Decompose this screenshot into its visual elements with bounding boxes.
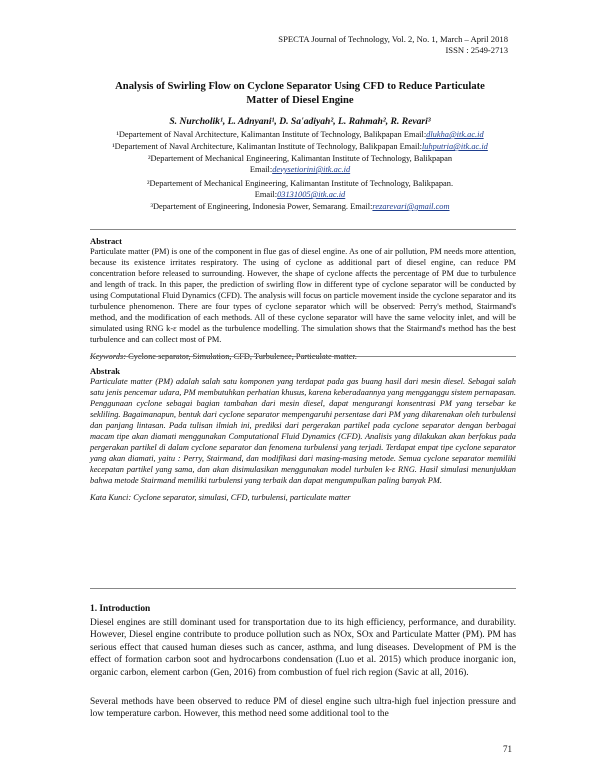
abstrak-bottom-rule xyxy=(90,588,516,589)
issn: ISSN : 2549-2713 xyxy=(445,45,508,55)
email-link[interactable]: luhputria@itk.ac.id xyxy=(421,142,488,151)
author-list: S. Nurcholik¹, L. Adnyani¹, D. Sa'adiyah², L. Rahmah², R. Revari³ xyxy=(169,116,431,127)
email-link[interactable]: 03131005@itk.ac.id xyxy=(277,190,346,199)
paper-title xyxy=(60,80,540,108)
page-number: 71 xyxy=(503,744,512,754)
keywords-list: Cyclone separator, Simulation, CFD, Turbulence, Particulate matter. xyxy=(128,352,357,361)
kata-kunci-line: Kata Kunci: Cyclone separator, simulasi, CFD, turbulensi, particulate matter xyxy=(90,493,351,502)
journal-citation: SPECTA Journal of Technology, Vol. 2, No. 1, March – April 2018 xyxy=(278,34,508,44)
keywords-label: Keywords: xyxy=(90,352,126,361)
email-link[interactable]: rezarevari@gmail.com xyxy=(372,202,450,211)
title-line-1: Analysis of Swirling Flow on Cyclone Separator Using CFD to Reduce Particulate xyxy=(115,81,485,92)
abstrak-section xyxy=(90,366,516,503)
email-link[interactable]: dlukha@itk.ac.id xyxy=(426,130,484,139)
affiliation-3: ²Departement of Mechanical Engineering, Kalimantan Institute of Technology, Balikpapan Email:devysetiorini@itk.ac.id xyxy=(147,154,453,174)
journal-header xyxy=(278,34,508,56)
section-heading-introduction: 1. Introduction xyxy=(90,604,151,614)
affiliation-5: ³Departement of Engineering, Indonesia Power, Semarang. Email:rezarevari@gmail.com xyxy=(150,202,450,211)
abstract-section xyxy=(90,236,516,362)
abstrak-heading: Abstrak xyxy=(90,366,121,376)
affiliation-2: ¹Departement of Naval Architecture, Kalimantan Institute of Technology, Balikpapan Email:luhputria@itk.ac.id xyxy=(112,142,488,151)
abstract-bottom-rule xyxy=(90,356,516,357)
abstract-top-rule xyxy=(90,229,516,230)
abstrak-text: Particulate matter (PM) adalah salah satu komponen yang terdapat pada gas buang hasil dari mesin diesel. Sebagai salah satu jenis pencemar udara, PM membutuhkan perhatian khusus, karena keberadaannya yang mengganggu sistem pernapasan. Penggunaan cyclone sebagai bagian tambahan dari mesin diesel, dapat mengurangi konsentrasi PM yang tersebar ke sekliling. Bagaimanapun, bentuk dari cyclone separator mempengaruhi persentase dari PM yang dikarenakan oleh turbulensi dan panjang lintasan. Pada tulisan ilmiah ini, prediksi dari pergerakan partikel pada cyclone separator dengan berbagai macam tipe akan diamati menggunakan Computational Fluid Dynamics (CFD). Analisis yang dilakukan akan berfokus pada pergerakan partikel di dalam cyclone separator dan fenomena turbulensi yang terjadi. Terdapat empat tipe cyclone separator yang akan diamati, yaitu : Perry, Stairmand, dan modifikasi dari masing-masing metode. Semua cyclone separator memiliki kecepatan partikel yang sama, dan akan disimulasikan menggunakan model turbulen k-ε RNG. Hasil simulasi menunjukkan bahwa metode Stairmand memiliki turbulensi yang terbaik dan dapat mengumpulkan paling banyak PM. xyxy=(90,377,516,485)
abstract-text: Particulate matter (PM) is one of the component in flue gas of diesel engine. As one of air pollution, PM needs more attention, because its existence irritates respiratory. The using of cyclone as additional part of diesel engine, can reduce PM concentration before released to surrounding. However, the shape of cyclone affects the percentage of PM due to turbulence and length of track. In this paper, the prediction of swirling flow in different type of cyclone separator will be conducted by using Computational Fluid Dynamics (CFD). The analysis will focus on particle movement inside the cyclone separator and its turbulence phenomenon. There are four types of cyclone separator which will be observed: Perry's method, Stairmand's method, and the modification of each methods. All of these cyclone separator will have the same velocity inlet, and will be simulated using RNG k-ε model as the turbulence modelling. The simulation shows that the Stairmand's method has the best turbulence and can collect most of PM. xyxy=(90,247,516,344)
abstract-heading: Abstract xyxy=(90,236,122,246)
title-line-2: Matter of Diesel Engine xyxy=(246,95,354,106)
introduction-paragraph-2: Several methods have been observed to reduce PM of diesel engine such ultra-high fuel injection pressure and low temperature carbon. However, this method need some additional tool to the xyxy=(90,697,516,720)
affiliation-1: ¹Departement of Naval Architecture, Kalimantan Institute of Technology, Balikpapan Email:dlukha@itk.ac.id xyxy=(116,130,484,139)
email-link[interactable]: devysetiorini@itk.ac.id xyxy=(272,165,351,174)
affiliation-4: ²Departement of Mechanical Engineering, Kalimantan Institute of Technology, Balikpapan. Email:03131005@itk.ac.id xyxy=(146,179,454,199)
introduction-paragraph-1: Diesel engines are still dominant used for transportation due to its high efficiency, performance, and durability. However, Diesel engine contribute to produce pollution such as NOx, SOx and Particulate Matter (PM). PM has serious effect that caused human dieses such as cancer, asthma, and lung diseases. Development of PM is the effect of formation carbon soot and hydrocarbons condensation (Luo et al. 2015) which produce inorganic ion, organic carbon, element carbon (Gen, 2016) from combustion of fuel rich region (Savic at all, 2016). xyxy=(90,618,516,678)
